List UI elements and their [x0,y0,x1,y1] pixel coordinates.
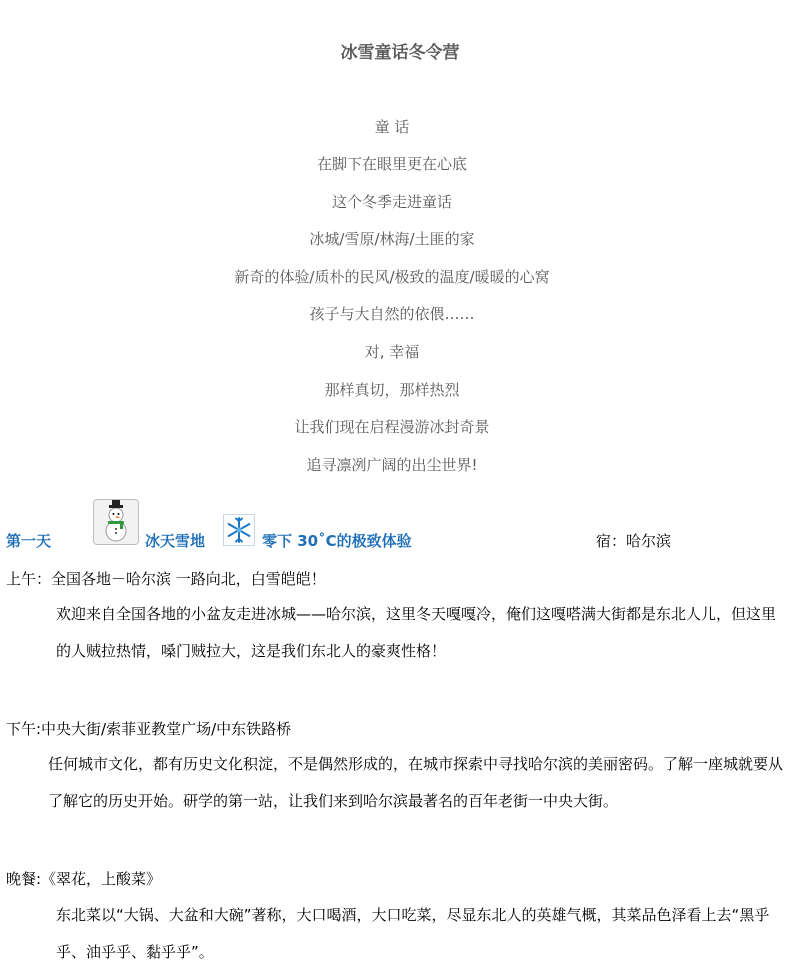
poem-line: 这个冬季走进童话 [331,193,452,211]
morning-heading: 上午：全国各地－哈尔滨 一路向北，白雪皑皑！ [6,570,326,588]
poem-line: 孩子与大自然的依偎…… [309,305,475,323]
page-title: 冰雪童话冬令营 [340,43,460,63]
snowflake-icon [223,514,255,546]
snowman-icon [93,499,139,545]
day-theme-1: 冰天雪地 [145,532,206,550]
day-label: 第一天 [6,532,52,550]
poem-line: 童 话 [374,118,410,136]
poem-line: 在脚下在眼里更在心底 [316,155,467,173]
poem-line: 让我们现在启程漫游冰封奇景 [294,418,490,436]
morning-text: 欢迎来自全国各地的小盆友走进冰城——哈尔滨，这里冬天嘎嘎冷，俺们这嘎嗒满大街都是东北人儿，但这里的人贼拉热情，嗓门贼拉大，这是我们东北人的豪爽性格！ [56,605,777,660]
dinner-text: 东北菜以“大锅、大盆和大碗”著称，大口喝酒，大口吃菜，尽显东北人的英雄气概，其菜品色泽看上去“黑乎乎、油乎乎、黏乎乎”。 [56,906,770,961]
afternoon-heading: 下午:中央大街/索菲亚教堂广场/中东铁路桥 [6,720,292,738]
lodging-label: 宿：哈尔滨 [596,532,672,550]
poem-line: 那样真切，那样热烈 [324,381,460,399]
afternoon-text: 任何城市文化，都有历史文化积淀，不是偶然形成的，在城市探索中寻找哈尔滨的美丽密码。了解一座城就要从了解它的历史开始。研学的第一站，让我们来到哈尔滨最著名的百年老街一中央大街。 [48,755,784,810]
poem-line: 冰城/雪原/林海/土匪的家 [309,230,475,248]
day-theme-2: 零下 30˚C的极致体验 [262,532,412,550]
poem-line: 追寻凛冽广阔的出尘世界! [306,456,478,474]
poem-line: 对, 幸福 [364,343,420,361]
poem-line: 新奇的体验/质朴的民风/极致的温度/暖暖的心窝 [234,268,550,286]
dinner-heading: 晚餐:《翠花，上酸菜》 [6,870,162,888]
